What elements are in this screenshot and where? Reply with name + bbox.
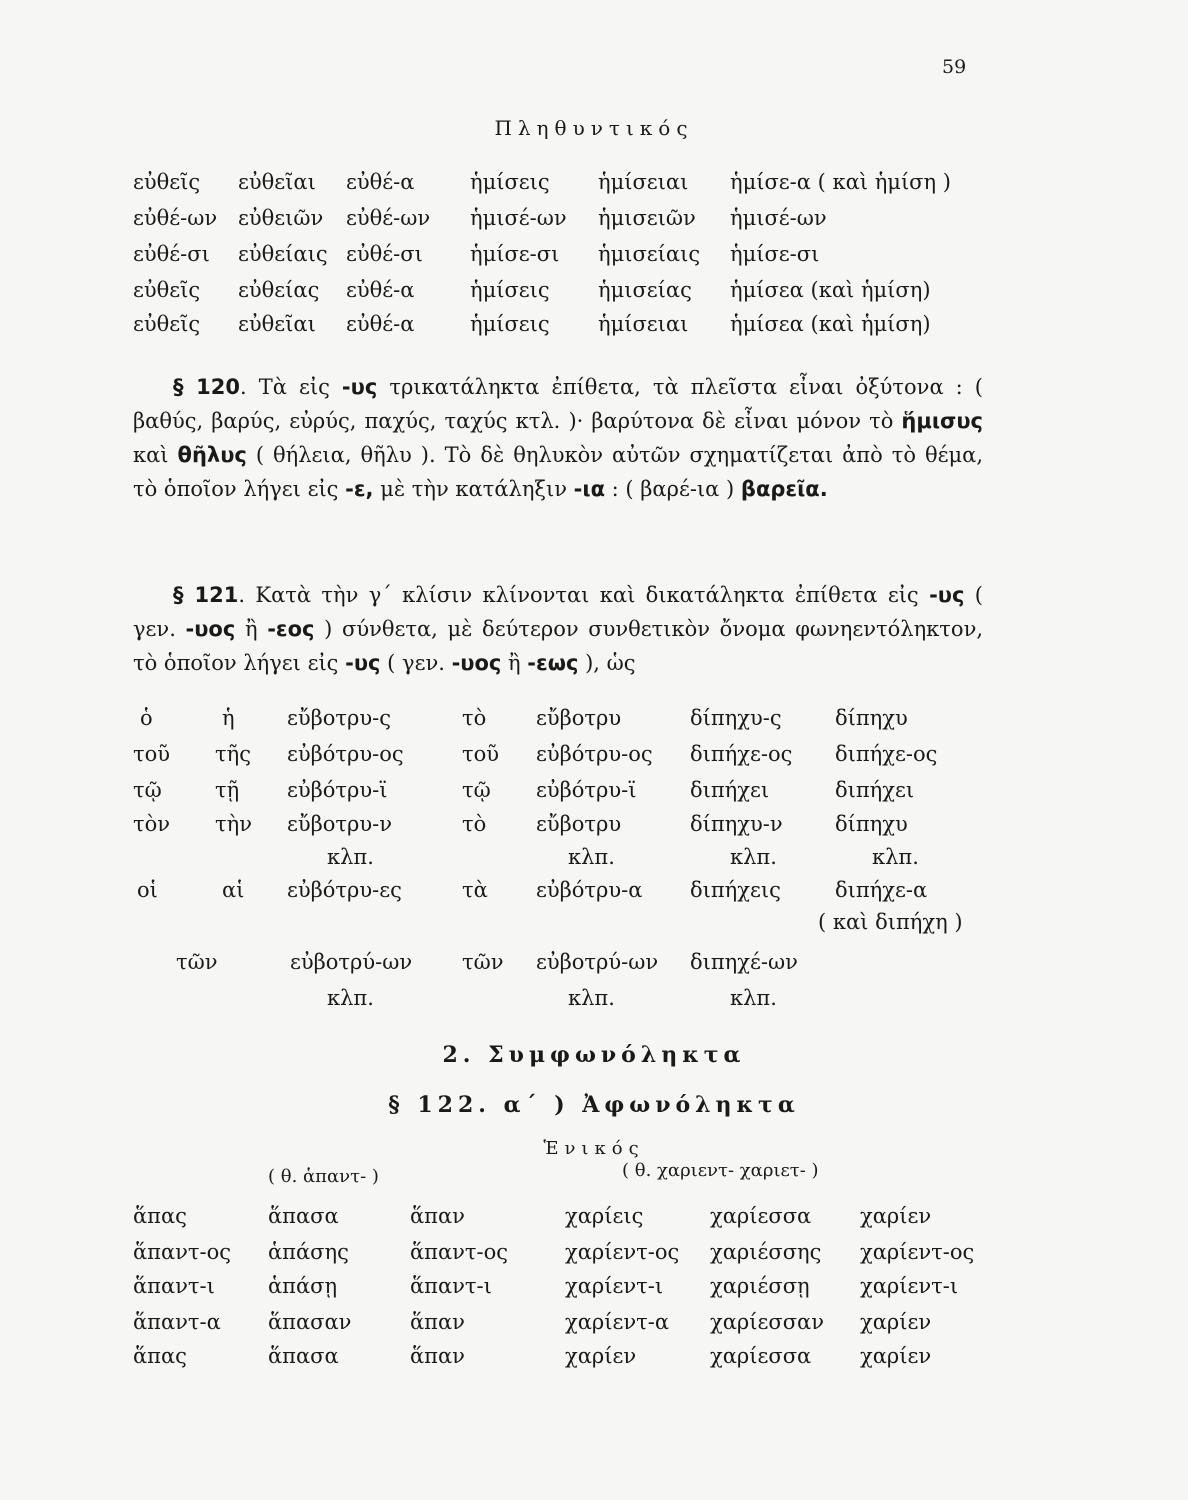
paragraph-121: § 121. Κατὰ τὴν γ΄ κλίσιν κλίνονται καὶ δικατάληκτα ἐπίθετα εἰς -υς ( γεν. -υος ἢ -εος ) σύνθετα, μὲ δεύτερον συνθετικὸν ὄνομα φωνηεντόληκτον, τὸ ὁποῖον λήγει εἰς -υς ( γεν. -υος ἢ -εως ), ὡς — [133, 583, 984, 675]
section-number: § 120 — [173, 375, 241, 399]
section-title: 2. Συμφωνόληκτα — [442, 1042, 746, 1068]
page-number: 59 — [942, 56, 967, 78]
plural-heading: Πληθυντικός — [494, 116, 694, 140]
book-page: 59 Πληθυντικός εὐθεῖς εὐθεῖαι εὐθέ-α ἡμίσεις ἡμίσειαι ἡμίσε-α ( καὶ ἡμίση ) εὐθέ-ων εὐθειῶν εὐθέ-ων ἡμισέ-ων ἡμισειῶν ἡμισέ-ων εὐθέ-σι εὐθείαις εὐθέ-σι ἡμίσε-σι ἡμισείαις ἡμίσε-σι εὐθεῖς εὐθείας εὐθέ-α ἡμίσεις ἡμισείας ἡμίσεα (καὶ ἡμίση) εὐθεῖς εὐθεῖαι εὐθέ-α ἡμίσεις ἡμίσειαι ἡμίσεα (καὶ ἡμίση) § 120. Τὰ εἰς -υς τρικατάληκτα ἐπίθετα, τὰ πλεῖστα εἶναι ὀξύτονα : ( βαθύς, βαρύς, εὐρύς, παχύς, ταχύς κτλ. )· βαρύτονα δὲ εἶναι μόνον τὸ ἥμισυς καὶ θῆλυς ( θήλεια, θῆλυ ). Τὸ δὲ θηλυκὸν αὐτῶν σχηματίζεται ἀπὸ τὸ θέμα, τὸ ὁποῖον λήγει εἰς -ε, μὲ τὴν κατάληξιν -ια : ( βαρέ-ια ) βαρεῖα. § 121. Κατὰ τὴν γ΄ κλίσιν κλίνονται καὶ δικατάληκτα ἐπίθετα εἰς -υς ( γεν. -υος ἢ -εος ) σύνθετα, μὲ δεύτερον συνθετικὸν ὄνομα φωνηεντόληκτον, τὸ ὁποῖον λήγει εἰς -υς ( γεν. -υος ἢ -εως ), ὡς ὁ ἡ εὔβοτρυ-ς τὸ εὔβοτρυ δίπηχυ-ς δίπηχυ τοῦ τῆς εὐβότρυ-ος τοῦ εὐβότρυ-ος διπήχε-ος διπήχε-ος τῷ τῇ εὐβότρυ-ϊ τῷ εὐβότρυ-ϊ διπήχει διπήχει τὸν τὴν εὔβοτρυ-ν τὸ εὔβοτρυ δίπηχυ-ν δίπηχυ κλπ. κλπ. κλπ. κλπ. οἱ αἱ εὐβότρυ-ες τὰ εὐβότρυ-α διπήχεις διπήχε-α ( καὶ διπήχη ) τῶν εὐβοτρύ-ων τῶν εὐβοτρύ-ων διπηχέ-ων κλπ. κλπ. κλπ. 2. Συμφωνόληκτα § 122. α΄ ) Ἀφωνόληκτα Ἑνικός ( θ. ἁπαντ- ) ( θ. χαριεντ- χαριετ- ) ἅπας ἅπασα ἅπαν χαρίεις χαρίεσσα χαρίεν ἅπαντ-ος ἁπάσης ἅπαντ-ος χαρίεντ-ος χαριέσσης χαρίεντ-ος ἅπαντ-ι ἁπάσῃ ἅπαντ-ι χαρίεντ-ι χαριέσσῃ χαρίεντ-ι ἅπαντ-α ἅπασαν ἅπαν χαρίεντ-α χαρίεσσαν χαρίεν ἅπας ἅπασα ἅπαν χαρίεν χαρίεσσα χαρίεν — [0, 0, 1188, 1500]
singular-heading: Ἑνικός — [543, 1138, 645, 1159]
subsection-title: § 122. α΄ ) Ἀφωνόληκτα — [388, 1092, 800, 1118]
theme-label: ( θ. ἁπαντ- ) — [268, 1166, 379, 1187]
section-number: § 121 — [173, 583, 239, 607]
paragraph-120: § 120. Τὰ εἰς -υς τρικατάληκτα ἐπίθετα, τὰ πλεῖστα εἶναι ὀξύτονα : ( βαθύς, βαρύς, εὐρύς, παχύς, ταχύς κτλ. )· βαρύτονα δὲ εἶναι μόνον τὸ ἥμισυς καὶ θῆλυς ( θήλεια, θῆλυ ). Τὸ δὲ θηλυκὸν αὐτῶν σχηματίζεται ἀπὸ τὸ θέμα, τὸ ὁποῖον λήγει εἰς -ε, μὲ τὴν κατάληξιν -ια : ( βαρέ-ια ) βαρεῖα. — [133, 375, 984, 501]
theme-label: ( θ. χαριεντ- χαριετ- ) — [622, 1160, 819, 1181]
